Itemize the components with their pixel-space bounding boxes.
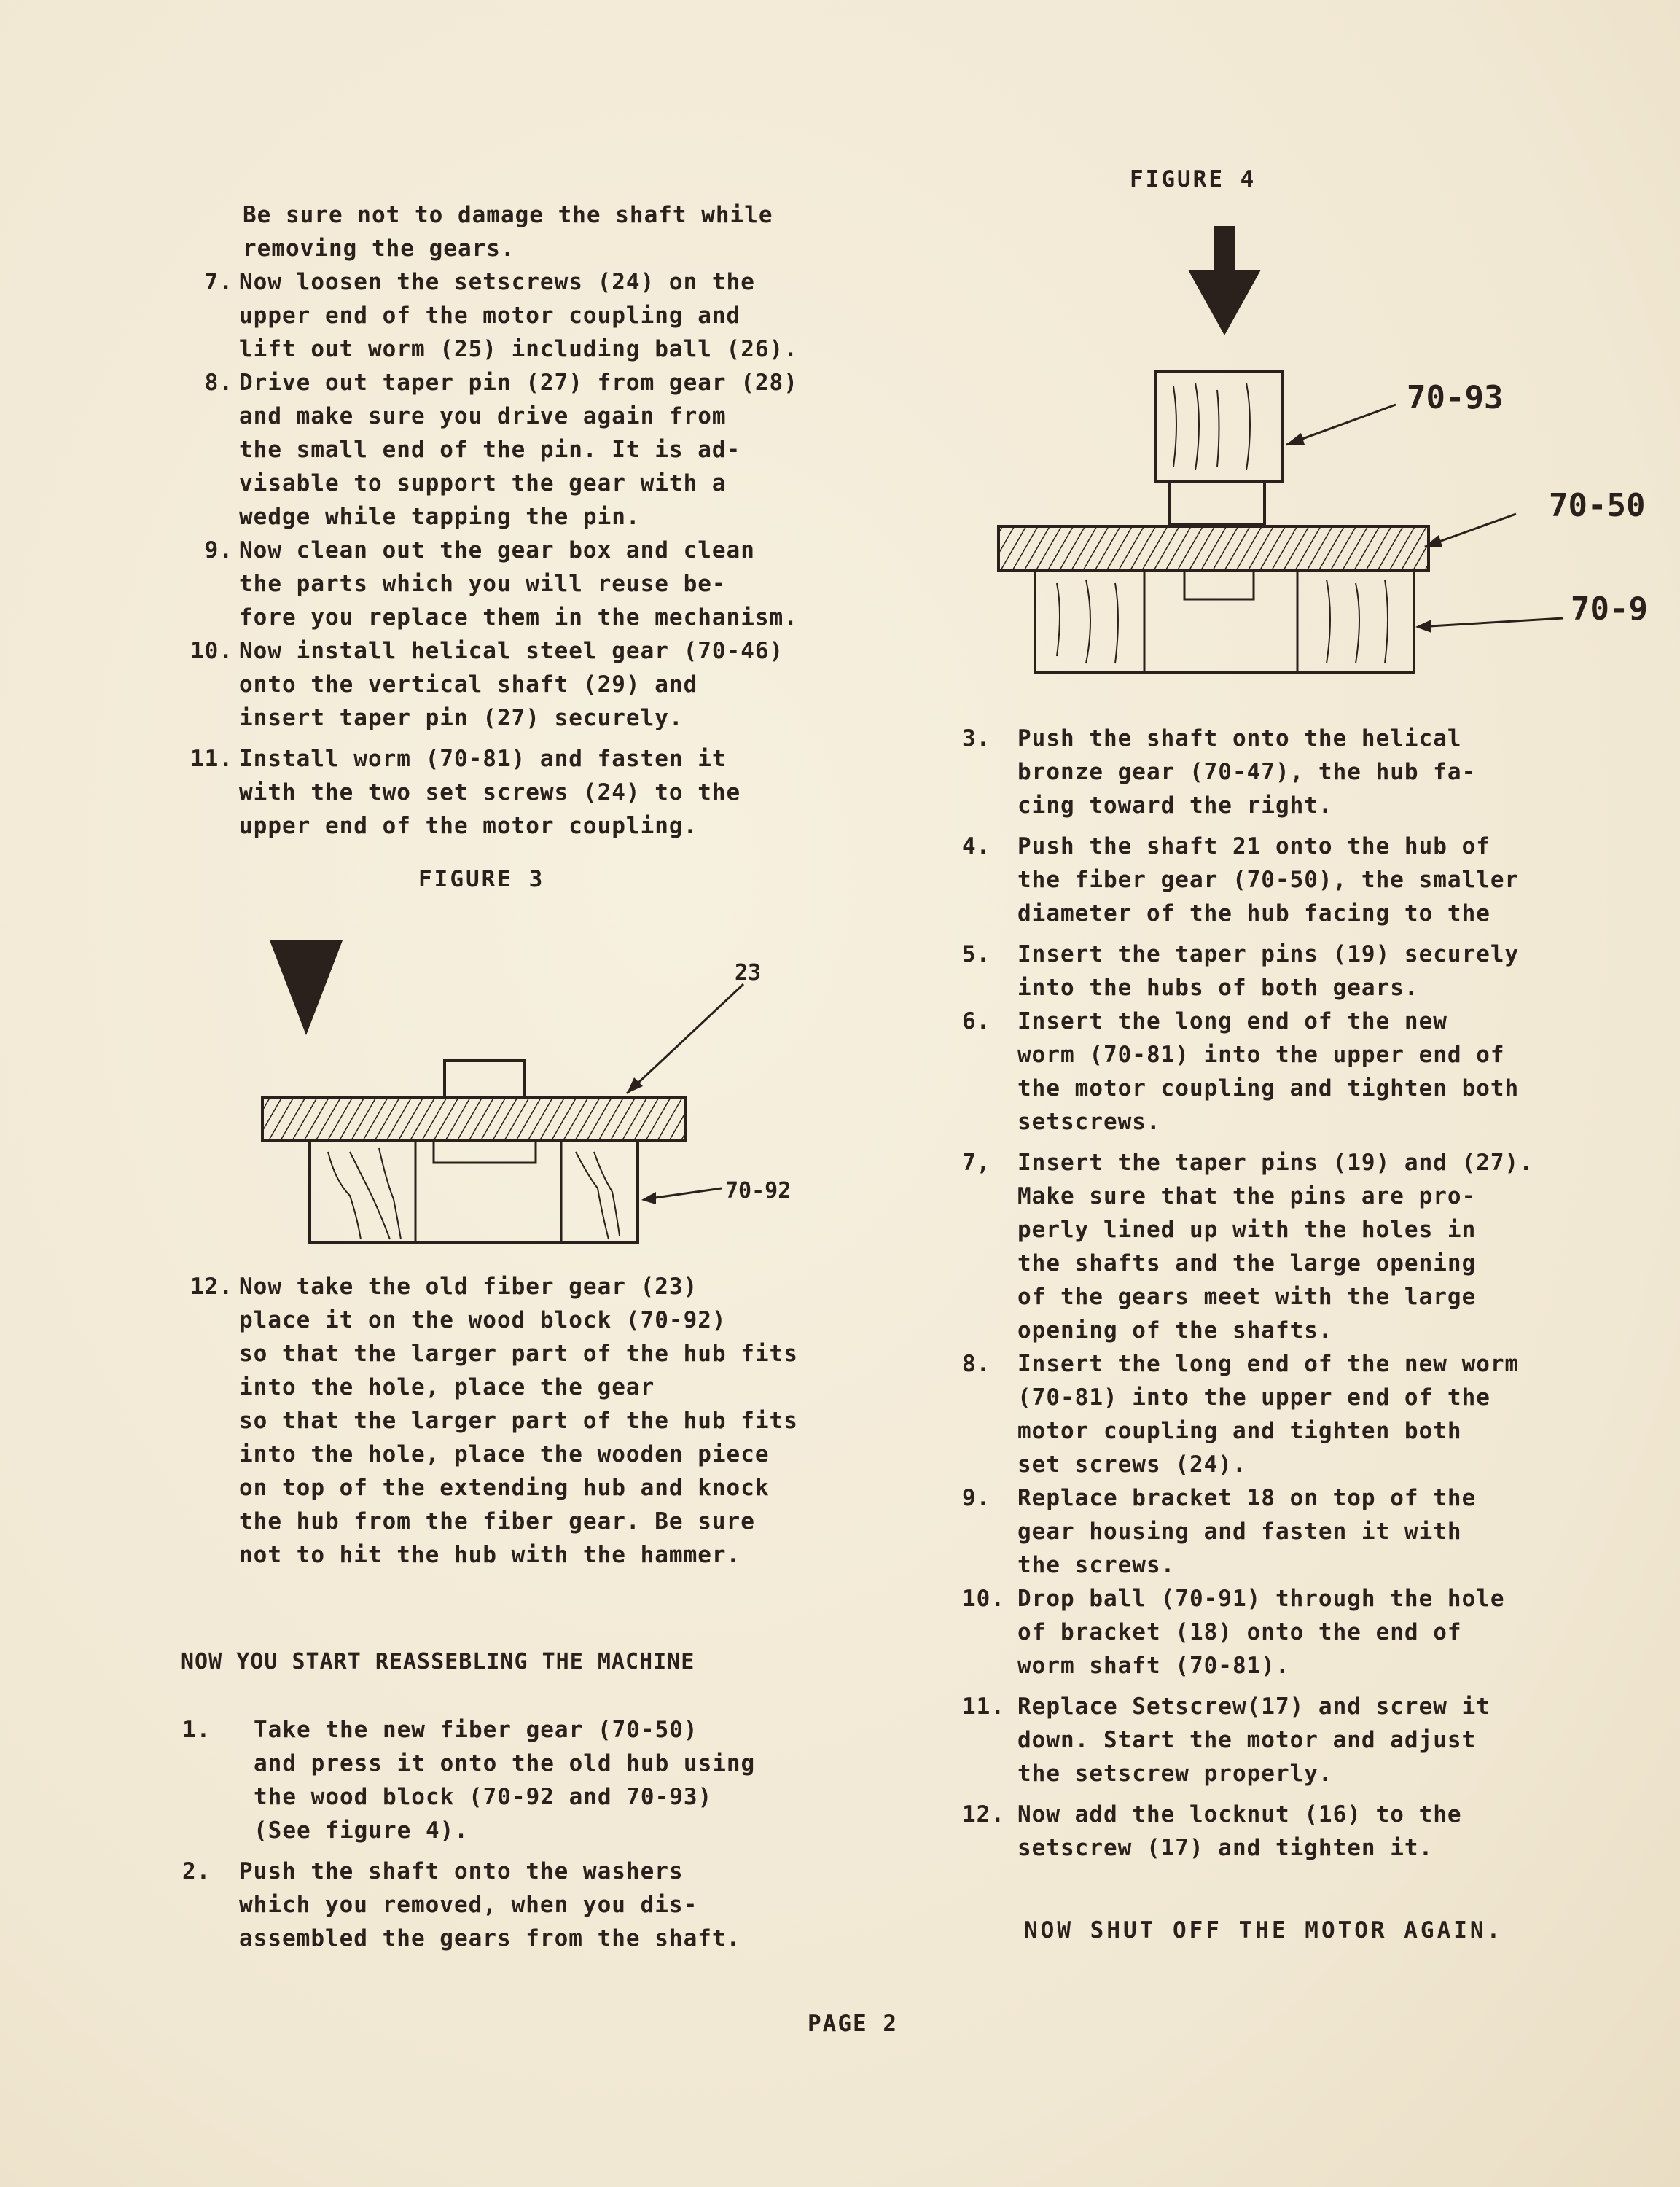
left-column bbox=[182, 198, 838, 843]
step-number: 7, bbox=[962, 1150, 991, 1176]
figure-4-label-70-93: 70-93 bbox=[1407, 379, 1504, 416]
step-text: Insert the long end of the new worm (70-81) into the upper end of the motor coupling and tighten both set screws (24). bbox=[1017, 1351, 1520, 1478]
reassembly-left-column bbox=[182, 1713, 838, 1955]
step-text: Take the new fiber gear (70-50) and press it onto the old hub using the wood block (70-92 and 70-93) (See figure 4). bbox=[254, 1717, 756, 1844]
reassembly-step-7 bbox=[962, 1146, 1618, 1347]
step-text: Push the shaft onto the washers which you removed, when you dis- assembled the gears from the shaft. bbox=[239, 1858, 741, 1952]
step-text: Insert the taper pins (19) securely into the hubs of both gears. bbox=[1017, 941, 1520, 1001]
figure-4-title: FIGURE 4 bbox=[1130, 166, 1257, 192]
figure-4-label-70-50: 70-50 bbox=[1549, 487, 1646, 524]
closing-instruction: NOW SHUT OFF THE MOTOR AGAIN. bbox=[1024, 1917, 1504, 1944]
step-12 bbox=[182, 1270, 838, 1572]
step-number: 2. bbox=[182, 1858, 211, 1884]
gear-hub bbox=[445, 1061, 525, 1097]
step-number: 12. bbox=[190, 1274, 233, 1300]
step-number: 9. bbox=[962, 1485, 991, 1511]
reassembly-step-6 bbox=[962, 1005, 1618, 1139]
step-10 bbox=[182, 634, 838, 735]
step-9 bbox=[182, 534, 838, 634]
step-number: 4. bbox=[962, 833, 991, 859]
fiber-gear-plate bbox=[262, 1097, 685, 1141]
step-text: Drive out taper pin (27) from gear (28) and make sure you drive again from the small end of the pin. It is ad- visable to support the gear with a wedge while tapping the pin. bbox=[239, 370, 798, 530]
step-number: 10. bbox=[962, 1586, 1005, 1612]
left-step-12 bbox=[182, 1270, 838, 1572]
step-number: 8. bbox=[204, 370, 233, 396]
reassembly-step-5 bbox=[962, 937, 1618, 1005]
step-number: 7. bbox=[204, 269, 233, 295]
step-number: 12. bbox=[962, 1801, 1005, 1828]
reassembly-step-11 bbox=[962, 1690, 1618, 1790]
step-number: 5. bbox=[962, 941, 991, 967]
reassembly-step-4 bbox=[962, 830, 1618, 930]
step-text: Now take the old fiber gear (23) place it on the wood block (70-92) so that the larger part of the hub fits into the hole, place the gear so that the larger part of the hub fits into the hole, place the wooden piece on top of the extending hub and knock the hub from the fiber gear. Be sure not to hit the hub with the hammer. bbox=[239, 1274, 798, 1568]
step-number: 1. bbox=[182, 1717, 211, 1743]
figure-4-label-70-9: 70-9 bbox=[1571, 590, 1648, 628]
figure-3-label-23: 23 bbox=[735, 960, 762, 986]
step-number: 10. bbox=[190, 638, 233, 664]
figure-3-title: FIGURE 3 bbox=[418, 866, 545, 892]
step-text: Now clean out the gear box and clean the parts which you will reuse be- fore you replace them in the mechanism. bbox=[239, 537, 798, 631]
fiber-gear-plate bbox=[999, 526, 1429, 570]
reassembly-step-8 bbox=[962, 1347, 1618, 1481]
page-number: PAGE 2 bbox=[808, 2011, 898, 2037]
step-number: 6. bbox=[962, 1008, 991, 1034]
step-7 bbox=[182, 265, 838, 366]
intro-text: Be sure not to damage the shaft while removing the gears. bbox=[243, 202, 773, 262]
figure-3-label-70-92: 70-92 bbox=[725, 1178, 792, 1204]
reassembly-step-9 bbox=[962, 1481, 1618, 1582]
reassembly-step-1 bbox=[182, 1713, 838, 1847]
reassembly-heading: NOW YOU START REASSEBLING THE MACHINE bbox=[181, 1649, 695, 1675]
step-text: Drop ball (70-91) through the hole of bracket (18) onto the end of worm shaft (70-81). bbox=[1017, 1586, 1505, 1679]
step-text: Replace bracket 18 on top of the gear housing and fasten it with the screws. bbox=[1017, 1485, 1477, 1578]
figure-3-diagram bbox=[262, 926, 816, 1254]
step-number: 11. bbox=[962, 1693, 1005, 1720]
reassembly-step-2 bbox=[182, 1855, 838, 1955]
step-text: Now install helical steel gear (70-46) onto the vertical shaft (29) and insert taper pin (27) securely. bbox=[239, 638, 784, 731]
step-text: Install worm (70-81) and fasten it with the two set screws (24) to the upper end of the motor coupling. bbox=[239, 746, 741, 839]
step-text: Insert the long end of the new worm (70-81) into the upper end of the motor coupling and tighten both setscrews. bbox=[1017, 1008, 1520, 1135]
step-text: Push the shaft 21 onto the hub of the fiber gear (70-50), the smaller diameter of the hub facing to the bbox=[1017, 833, 1520, 927]
step-text: Push the shaft onto the helical bronze gear (70-47), the hub fa- cing toward the right. bbox=[1017, 725, 1477, 819]
step-number: 9. bbox=[204, 537, 233, 564]
step-number: 3. bbox=[962, 725, 991, 752]
step-text: Now add the locknut (16) to the setscrew (17) and tighten it. bbox=[1017, 1801, 1462, 1861]
step-8 bbox=[182, 366, 838, 534]
step-text: Now loosen the setscrews (24) on the upper end of the motor coupling and lift out worm (25) including ball (26). bbox=[239, 269, 798, 362]
reassembly-step-3 bbox=[962, 722, 1618, 822]
step-11 bbox=[182, 742, 838, 843]
step-text: Replace Setscrew(17) and screw it down. Start the motor and adjust the setscrew properly. bbox=[1017, 1693, 1490, 1787]
down-arrow-icon bbox=[1188, 270, 1261, 335]
step-text: Insert the taper pins (19) and (27). Make sure that the pins are pro- perly lined up with the holes in the shafts and the large opening of the gears meet with the large opening of the shafts. bbox=[1017, 1150, 1534, 1344]
gear-hub bbox=[1170, 481, 1265, 525]
step-number: 8. bbox=[962, 1351, 991, 1377]
figure-4-diagram bbox=[999, 226, 1680, 678]
step-number: 11. bbox=[190, 746, 233, 772]
reassembly-step-12 bbox=[962, 1798, 1618, 1865]
reassembly-right-column bbox=[962, 722, 1618, 1865]
reassembly-step-10 bbox=[962, 1582, 1618, 1683]
